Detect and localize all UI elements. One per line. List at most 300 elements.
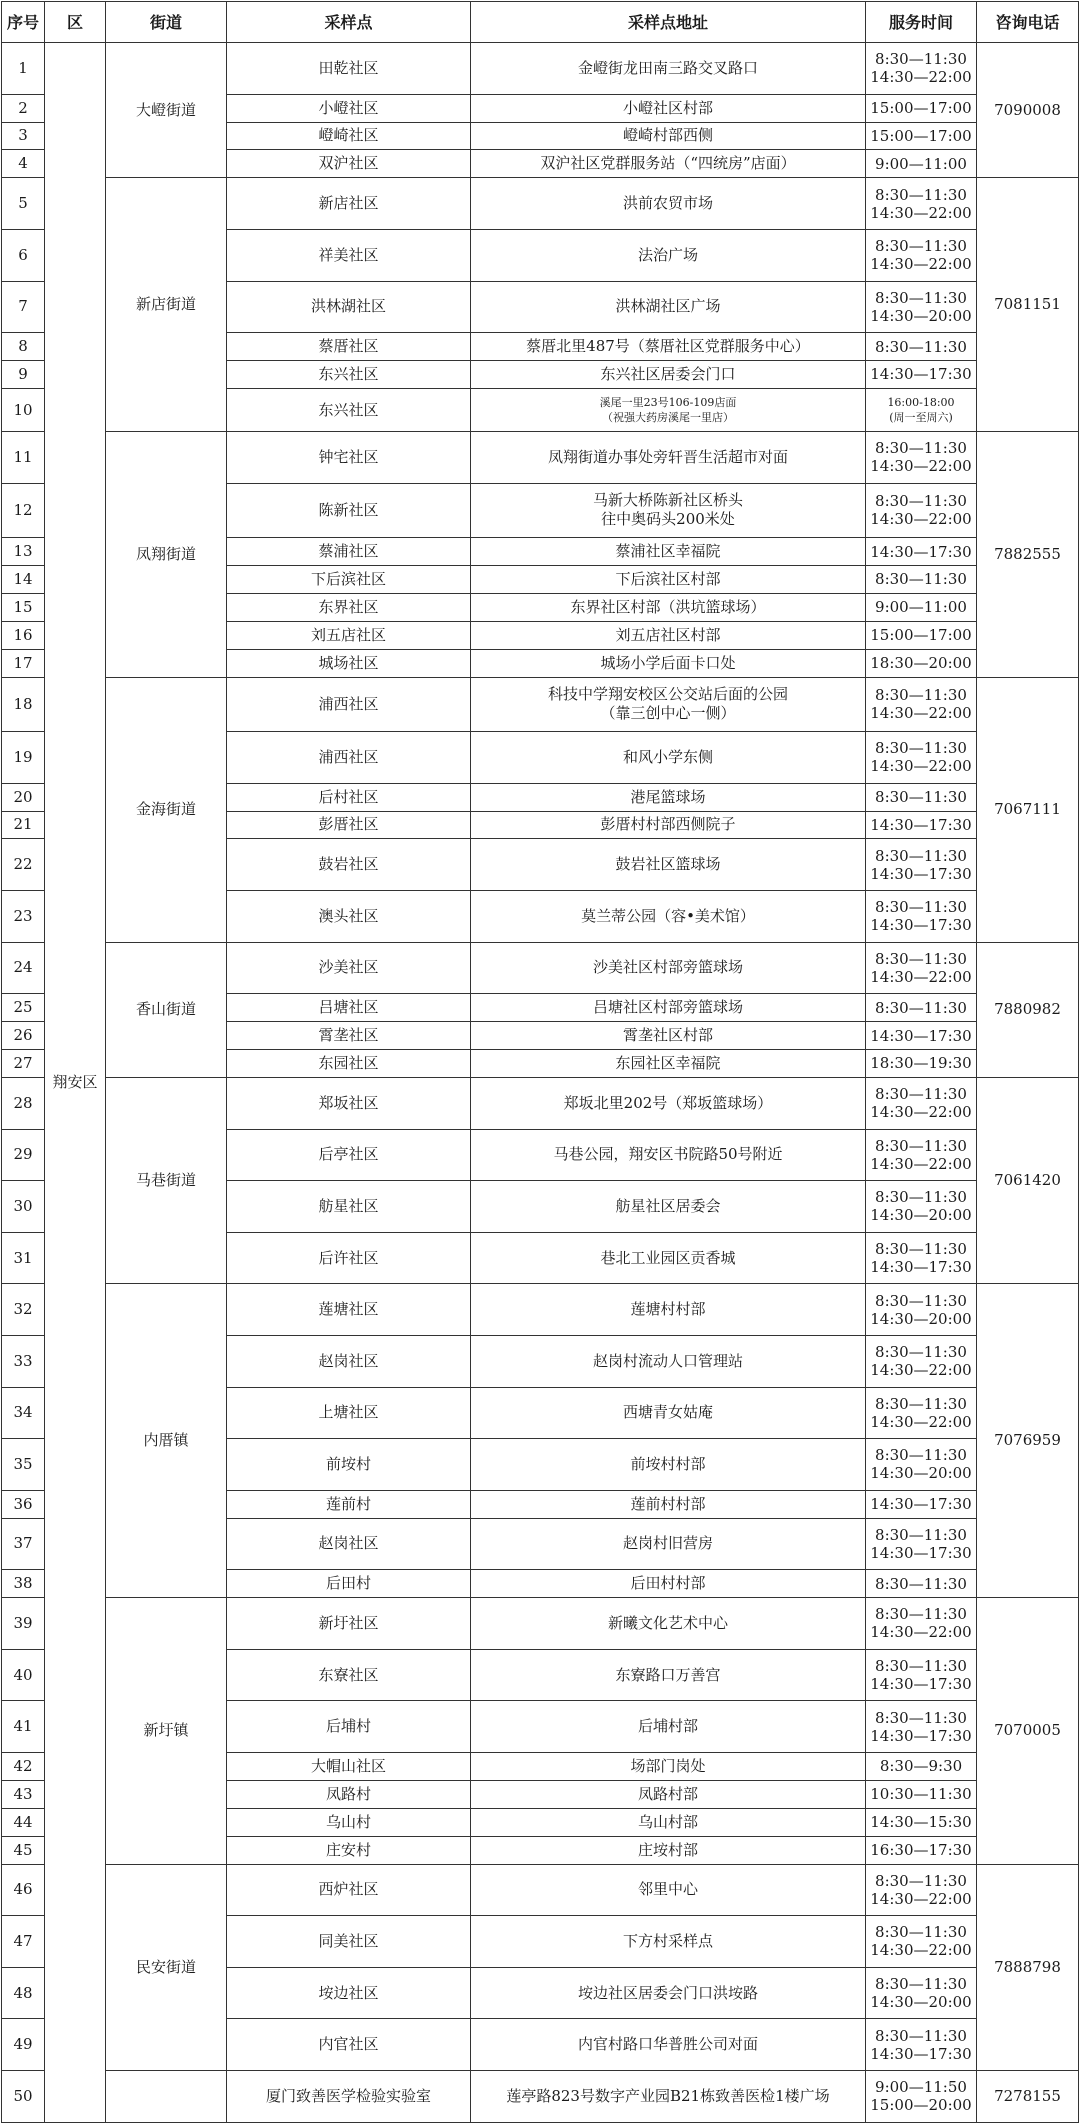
site-cell: 蔡厝社区	[227, 333, 471, 361]
phone-cell: 7880982	[977, 942, 1079, 1077]
header-index: 序号	[2, 2, 45, 43]
site-cell: 吕塘社区	[227, 994, 471, 1022]
time-cell	[866, 732, 977, 784]
row-index: 48	[2, 1967, 45, 2019]
site-cell: 同美社区	[227, 1916, 471, 1968]
address-cell	[471, 994, 866, 1022]
table-row	[2, 1598, 1079, 1650]
time-cell	[866, 2019, 977, 2071]
address-cell	[471, 483, 866, 537]
header-address: 采样点地址	[471, 2, 866, 43]
sampling-sites-table	[1, 1, 1079, 2123]
address-cell	[471, 1077, 866, 1129]
address-cell	[471, 649, 866, 677]
address-cell	[471, 1967, 866, 2019]
time-cell	[866, 1077, 977, 1129]
row-index: 20	[2, 783, 45, 811]
time-cell-line: 14:30—22:00	[870, 1361, 972, 1380]
row-index: 43	[2, 1780, 45, 1808]
header-service-time: 服务时间	[866, 2, 977, 43]
address-cell-line: 港尾篮球场	[630, 787, 706, 806]
address-cell	[471, 94, 866, 122]
row-index: 3	[2, 122, 45, 150]
time-cell-line: 8:30—11:30	[875, 1708, 967, 1727]
address-cell	[471, 2070, 866, 2122]
time-cell-line: 8:30—11:30	[875, 237, 967, 256]
site-cell: 后亭社区	[227, 1129, 471, 1181]
address-cell	[471, 178, 866, 230]
address-cell-line: 鼓岩社区篮球场	[615, 855, 721, 874]
site-cell: 洪林湖社区	[227, 281, 471, 333]
address-cell	[471, 388, 866, 431]
street-cell: 新圩镇	[106, 1598, 227, 1864]
row-index: 29	[2, 1129, 45, 1181]
address-cell-line: 霄垄社区村部	[622, 1026, 713, 1045]
address-cell-line: 下方村采样点	[622, 1931, 713, 1950]
row-index: 32	[2, 1284, 45, 1336]
time-cell	[866, 1022, 977, 1050]
row-index: 36	[2, 1490, 45, 1518]
time-cell-line: 15:00—20:00	[870, 2096, 972, 2115]
time-cell-line: 14:30—22:00	[870, 457, 972, 476]
row-index: 18	[2, 677, 45, 731]
time-cell-line: 8:30—11:30	[875, 1923, 967, 1942]
time-cell	[866, 1518, 977, 1570]
row-index: 27	[2, 1050, 45, 1078]
address-cell-line: 吕塘社区村部旁篮球场	[592, 998, 743, 1017]
row-index: 15	[2, 593, 45, 621]
address-cell-line: 蔡浦社区幸福院	[615, 542, 721, 561]
address-cell-line: 和风小学东侧	[622, 747, 713, 766]
site-cell: 祥美社区	[227, 229, 471, 281]
site-cell: 内官社区	[227, 2019, 471, 2071]
time-cell-line: 8:30—11:30	[875, 439, 967, 458]
site-cell: 田乾社区	[227, 43, 471, 95]
phone-cell: 7090008	[977, 43, 1079, 178]
row-index: 34	[2, 1387, 45, 1439]
address-cell	[471, 1598, 866, 1650]
time-cell	[866, 1967, 977, 2019]
time-cell-line: 14:30—22:00	[870, 1154, 972, 1173]
row-index: 38	[2, 1570, 45, 1598]
address-cell-line: 莲塘村村部	[630, 1300, 706, 1319]
time-cell-line: 14:30—17:30	[870, 2044, 972, 2063]
table-row	[2, 942, 1079, 994]
time-cell-line: 14:30—17:30	[870, 1495, 972, 1514]
row-index: 5	[2, 178, 45, 230]
address-cell	[471, 361, 866, 389]
address-cell-line: 郑坂北里202号（郑坂篮球场）	[563, 1093, 773, 1112]
row-index: 10	[2, 388, 45, 431]
time-cell-line: 16:00-18:00	[887, 396, 955, 409]
row-index: 31	[2, 1232, 45, 1284]
time-cell-line: 8:30—9:30	[879, 1757, 963, 1776]
address-cell-line: 后田村村部	[630, 1574, 706, 1593]
site-cell: 赵岗社区	[227, 1518, 471, 1570]
site-cell: 庄安村	[227, 1836, 471, 1864]
time-cell-line: 14:30—22:00	[870, 967, 972, 986]
time-cell-line: 8:30—11:30	[875, 337, 967, 356]
row-index: 11	[2, 432, 45, 484]
address-cell-line: 东界社区村部（洪坑篮球场）	[570, 597, 766, 616]
time-cell-line: 14:30—17:30	[870, 1543, 972, 1562]
address-cell-line: 乌山村部	[637, 1812, 698, 1831]
address-cell	[471, 1050, 866, 1078]
site-cell: 乌山村	[227, 1808, 471, 1836]
time-cell	[866, 43, 977, 95]
table-row	[2, 1864, 1079, 1916]
time-cell-line: 14:30—17:30	[870, 815, 972, 834]
address-cell	[471, 1129, 866, 1181]
site-cell: 东兴社区	[227, 388, 471, 431]
site-cell: 赵岗社区	[227, 1335, 471, 1387]
time-cell-line: 14:30—17:30	[870, 916, 972, 935]
time-cell-line: 8:30—11:30	[875, 898, 967, 917]
street-cell: 金海街道	[106, 677, 227, 942]
site-cell: 莲前村	[227, 1490, 471, 1518]
row-index: 33	[2, 1335, 45, 1387]
address-cell-line: 沙美社区村部旁篮球场	[592, 958, 743, 977]
site-cell: 厦门致善医学检验实验室	[227, 2070, 471, 2122]
row-index: 16	[2, 621, 45, 649]
time-cell-line: 8:30—11:30	[875, 1394, 967, 1413]
time-cell-line: 15:00—17:00	[870, 99, 972, 118]
address-cell-line: 城场小学后面卡口处	[600, 653, 736, 672]
site-cell: 新圩社区	[227, 1598, 471, 1650]
address-cell	[471, 1701, 866, 1753]
address-cell	[471, 122, 866, 150]
phone-cell: 7076959	[977, 1284, 1079, 1598]
time-cell	[866, 1284, 977, 1336]
row-index: 12	[2, 483, 45, 537]
time-cell-line: 14:30—17:30	[870, 365, 972, 384]
address-cell	[471, 593, 866, 621]
table-row	[2, 2070, 1079, 2122]
time-cell-line: 14:30—22:00	[870, 1889, 972, 1908]
time-cell-line: 15:00—17:00	[870, 126, 972, 145]
district-cell: 翔安区	[45, 43, 106, 2123]
time-cell-line: 14:30—20:00	[870, 1464, 972, 1483]
address-cell	[471, 1387, 866, 1439]
time-cell	[866, 122, 977, 150]
time-cell-line: 8:30—11:30	[875, 1605, 967, 1624]
row-index: 21	[2, 811, 45, 839]
time-cell-line: 8:30—11:30	[875, 686, 967, 705]
row-index: 35	[2, 1439, 45, 1491]
time-cell-line: 8:30—11:30	[875, 2026, 967, 2045]
street-cell: 香山街道	[106, 942, 227, 1077]
time-cell	[866, 1598, 977, 1650]
time-cell	[866, 1780, 977, 1808]
time-cell	[866, 2070, 977, 2122]
time-cell-line: 14:30—22:00	[870, 1103, 972, 1122]
time-cell-line: 10:30—11:30	[870, 1785, 972, 1804]
time-cell-line: 14:30—17:30	[870, 1258, 972, 1277]
phone-cell: 7070005	[977, 1598, 1079, 1864]
time-cell	[866, 150, 977, 178]
site-cell: 钟宅社区	[227, 432, 471, 484]
site-cell: 澳头社区	[227, 891, 471, 943]
address-cell-line: 法治广场	[637, 245, 698, 264]
time-cell-line: 14:30—22:00	[870, 510, 972, 529]
address-cell-line: 莫兰蒂公园（容•美术馆）	[581, 906, 755, 925]
time-cell-line: 14:30—17:30	[870, 1726, 972, 1745]
address-cell-line: 刘五店社区村部	[615, 625, 721, 644]
row-index: 14	[2, 566, 45, 594]
time-cell	[866, 891, 977, 943]
address-cell-line: 舫星社区居委会	[615, 1196, 721, 1215]
time-cell	[866, 566, 977, 594]
table-row	[2, 1284, 1079, 1336]
site-cell: 上塘社区	[227, 1387, 471, 1439]
street-cell: 凤翔街道	[106, 432, 227, 677]
address-cell-line: 洪林湖社区广场	[615, 297, 721, 316]
time-cell	[866, 281, 977, 333]
time-cell-line: 14:30—20:00	[870, 1309, 972, 1328]
row-index: 50	[2, 2070, 45, 2122]
time-cell-line: 8:30—11:30	[875, 788, 967, 807]
site-cell: 东界社区	[227, 593, 471, 621]
time-cell-line: 14:30—22:00	[870, 1941, 972, 1960]
address-cell	[471, 1780, 866, 1808]
address-cell	[471, 1864, 866, 1916]
address-cell	[471, 732, 866, 784]
site-cell: 鼓岩社区	[227, 839, 471, 891]
time-cell	[866, 1050, 977, 1078]
row-index: 37	[2, 1518, 45, 1570]
address-cell-line: 东兴社区居委会门口	[600, 364, 736, 383]
time-cell-line: 14:30—22:00	[870, 1623, 972, 1642]
address-cell	[471, 1570, 866, 1598]
address-cell	[471, 891, 866, 943]
address-cell	[471, 538, 866, 566]
address-cell	[471, 942, 866, 994]
time-cell	[866, 1701, 977, 1753]
time-cell-line: 8:30—11:30	[875, 1975, 967, 1994]
time-cell-line: 8:30—11:30	[875, 1343, 967, 1362]
site-cell: 前垵村	[227, 1439, 471, 1491]
address-cell	[471, 2019, 866, 2071]
address-cell	[471, 677, 866, 731]
table-row	[2, 432, 1079, 484]
site-cell: 凤路村	[227, 1780, 471, 1808]
site-cell: 小嶝社区	[227, 94, 471, 122]
street-cell: 大嶝街道	[106, 43, 227, 178]
time-cell-line: 16:30—17:30	[870, 1841, 972, 1860]
table-header-row	[2, 2, 1079, 43]
row-index: 41	[2, 1701, 45, 1753]
address-cell-line: 马巷公园，翔安区书院路50号附近	[553, 1145, 783, 1164]
address-cell	[471, 1284, 866, 1336]
time-cell	[866, 1808, 977, 1836]
time-cell-line: 14:30—17:30	[870, 864, 972, 883]
site-cell: 郑坂社区	[227, 1077, 471, 1129]
time-cell	[866, 994, 977, 1022]
address-cell	[471, 150, 866, 178]
row-index: 22	[2, 839, 45, 891]
time-cell	[866, 1916, 977, 1968]
time-cell	[866, 783, 977, 811]
time-cell-line: 8:30—11:30	[875, 1085, 967, 1104]
address-cell-line: 彭厝村村部西侧院子	[600, 815, 736, 834]
row-index: 13	[2, 538, 45, 566]
time-cell-line: 8:30—11:30	[875, 1136, 967, 1155]
address-cell-line: 莲前村村部	[630, 1494, 706, 1513]
header-street: 街道	[106, 2, 227, 43]
site-cell: 后埔村	[227, 1701, 471, 1753]
address-cell-line: 内官村路口华普胜公司对面	[577, 2035, 758, 2054]
street-cell-empty	[106, 2070, 227, 2122]
time-cell-line: 8:30—11:30	[875, 1446, 967, 1465]
site-cell: 浦西社区	[227, 677, 471, 731]
row-index: 30	[2, 1181, 45, 1233]
time-cell-line: 8:30—11:30	[875, 570, 967, 589]
site-cell: 后田村	[227, 1570, 471, 1598]
time-cell-line: 14:30—20:00	[870, 1206, 972, 1225]
row-index: 23	[2, 891, 45, 943]
address-cell	[471, 432, 866, 484]
address-cell	[471, 1181, 866, 1233]
phone-cell: 7081151	[977, 178, 1079, 432]
phone-cell: 7061420	[977, 1077, 1079, 1283]
address-cell-line: 后埔村部	[637, 1717, 698, 1736]
site-cell: 嶝崎社区	[227, 122, 471, 150]
address-cell-line: （靠三创中心一侧）	[600, 704, 736, 723]
address-cell	[471, 1916, 866, 1968]
row-index: 1	[2, 43, 45, 95]
address-cell-line: 马新大桥陈新社区桥头	[592, 491, 743, 510]
address-cell-line: 新曦文化艺术中心	[607, 1613, 728, 1632]
site-cell: 新店社区	[227, 178, 471, 230]
time-cell-line: 14:30—22:00	[870, 203, 972, 222]
address-cell-line: （祝强大药房溪尾一里店）	[602, 411, 734, 424]
row-index: 28	[2, 1077, 45, 1129]
site-cell: 蔡浦社区	[227, 538, 471, 566]
time-cell-line: 9:00—11:00	[875, 598, 967, 617]
site-cell: 莲塘社区	[227, 1284, 471, 1336]
address-cell	[471, 811, 866, 839]
address-cell-line: 嶝崎村部西侧	[622, 126, 713, 145]
time-cell	[866, 1439, 977, 1491]
address-cell	[471, 1022, 866, 1050]
address-cell	[471, 1752, 866, 1780]
row-index: 49	[2, 2019, 45, 2071]
row-index: 9	[2, 361, 45, 389]
address-cell-line: 下后滨社区村部	[615, 569, 721, 588]
time-cell-line: 14:30—22:00	[870, 255, 972, 274]
time-cell	[866, 677, 977, 731]
address-cell	[471, 229, 866, 281]
time-cell	[866, 538, 977, 566]
time-cell-line: 15:00—17:00	[870, 626, 972, 645]
address-cell-line: 凤路村部	[637, 1784, 698, 1803]
address-cell-line: 东园社区幸福院	[615, 1053, 721, 1072]
address-cell-line: 前垵村村部	[630, 1454, 706, 1473]
address-cell-line: 往中奥码头200米处	[601, 510, 735, 529]
address-cell	[471, 1836, 866, 1864]
site-cell: 东园社区	[227, 1050, 471, 1078]
time-cell-line: 14:30—22:00	[870, 757, 972, 776]
street-cell: 马巷街道	[106, 1077, 227, 1283]
time-cell	[866, 621, 977, 649]
time-cell	[866, 1181, 977, 1233]
row-index: 2	[2, 94, 45, 122]
site-cell: 陈新社区	[227, 483, 471, 537]
site-cell: 后村社区	[227, 783, 471, 811]
site-cell: 霄垄社区	[227, 1022, 471, 1050]
time-cell-line: 18:30—20:00	[870, 654, 972, 673]
address-cell	[471, 839, 866, 891]
row-index: 19	[2, 732, 45, 784]
time-cell-line: 14:30—22:00	[870, 68, 972, 87]
row-index: 42	[2, 1752, 45, 1780]
row-index: 46	[2, 1864, 45, 1916]
site-cell: 下后滨社区	[227, 566, 471, 594]
row-index: 7	[2, 281, 45, 333]
header-district: 区	[45, 2, 106, 43]
table-row	[2, 178, 1079, 230]
time-cell	[866, 361, 977, 389]
row-index: 47	[2, 1916, 45, 1968]
site-cell: 后许社区	[227, 1232, 471, 1284]
time-cell	[866, 649, 977, 677]
time-cell	[866, 593, 977, 621]
row-index: 24	[2, 942, 45, 994]
address-cell-line: 垵边社区居委会门口洪垵路	[577, 1983, 758, 2002]
table-row	[2, 43, 1079, 95]
time-cell	[866, 1490, 977, 1518]
street-cell: 新店街道	[106, 178, 227, 432]
time-cell	[866, 839, 977, 891]
time-cell-line: (周一至周六)	[889, 411, 953, 424]
time-cell-line: 8:30—11:30	[875, 846, 967, 865]
site-cell: 舫星社区	[227, 1181, 471, 1233]
row-index: 8	[2, 333, 45, 361]
site-cell: 垵边社区	[227, 1967, 471, 2019]
time-cell-line: 14:30—22:00	[870, 704, 972, 723]
street-cell: 内厝镇	[106, 1284, 227, 1598]
time-cell	[866, 1129, 977, 1181]
time-cell-line: 8:30—11:30	[875, 50, 967, 69]
time-cell	[866, 1752, 977, 1780]
row-index: 17	[2, 649, 45, 677]
address-cell-line: 邻里中心	[637, 1880, 698, 1899]
time-cell	[866, 229, 977, 281]
site-cell: 西炉社区	[227, 1864, 471, 1916]
time-cell-line: 8:30—11:30	[875, 1657, 967, 1676]
time-cell-line: 8:30—11:30	[875, 288, 967, 307]
table-body	[2, 43, 1079, 2123]
site-cell: 东寮社区	[227, 1649, 471, 1701]
address-cell	[471, 1649, 866, 1701]
time-cell-line: 14:30—22:00	[870, 1412, 972, 1431]
table-row	[2, 1077, 1079, 1129]
address-cell	[471, 1808, 866, 1836]
row-index: 25	[2, 994, 45, 1022]
address-cell-line: 庄垵村部	[637, 1840, 698, 1859]
address-cell-line: 场部门岗处	[630, 1756, 706, 1775]
time-cell-line: 8:30—11:30	[875, 1574, 967, 1593]
time-cell-line: 14:30—15:30	[870, 1813, 972, 1832]
address-cell	[471, 1439, 866, 1491]
time-cell-line: 14:30—17:30	[870, 1026, 972, 1045]
time-cell	[866, 388, 977, 431]
time-cell-line: 14:30—20:00	[870, 306, 972, 325]
address-cell-line: 科技中学翔安校区公交站后面的公园	[547, 685, 788, 704]
time-cell	[866, 811, 977, 839]
row-index: 6	[2, 229, 45, 281]
time-cell-line: 8:30—11:30	[875, 1240, 967, 1259]
